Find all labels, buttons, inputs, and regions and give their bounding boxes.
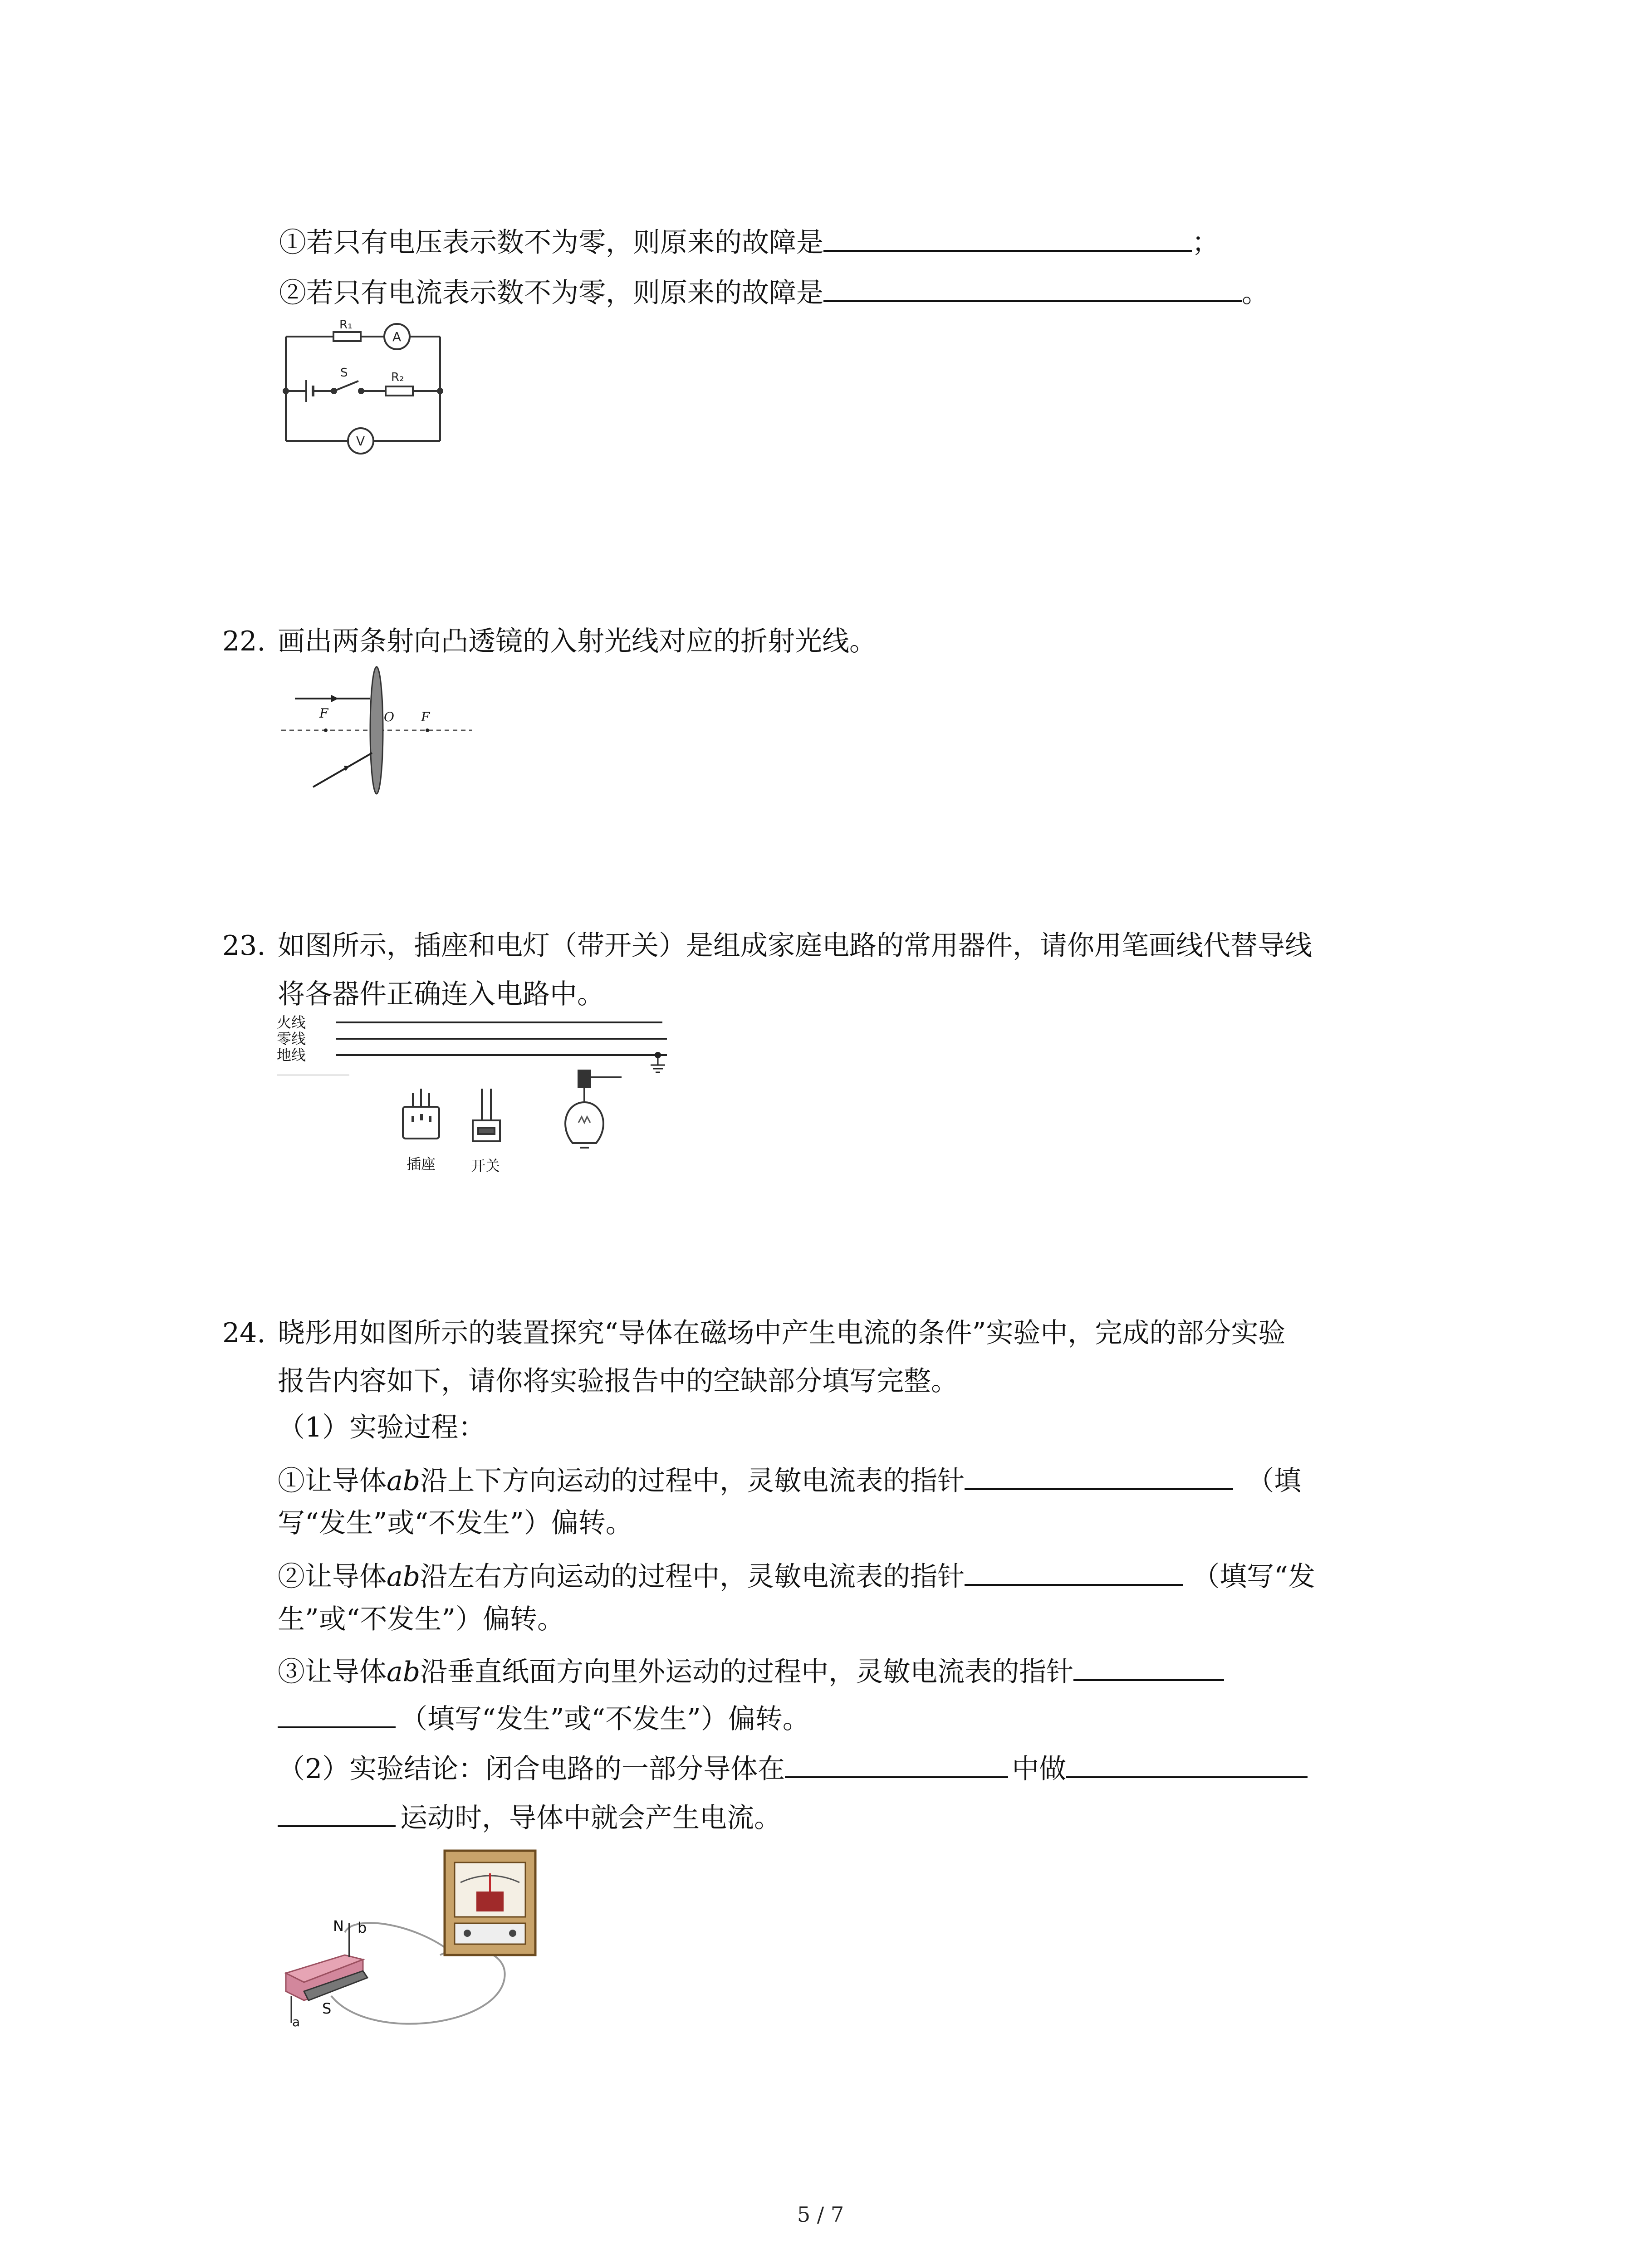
q24-step2-var: ab [387,1561,421,1593]
q22-lens-diagram [277,662,476,798]
q24-step1-line2: 写“发生”或“不发生”）偏转。 [278,1507,633,1539]
q21-circuit-diagram [272,313,454,458]
q24-part2-line1 [278,1747,1308,1787]
q24-step3-d: （填写“发生”或“不发生”）偏转。 [400,1703,810,1735]
q24-part2-blank-c[interactable] [278,1796,396,1827]
q21-item1-end: ； [1192,227,1219,259]
q22-text: 画出两条射向凸透镜的入射光线对应的折射光线。 [278,626,877,657]
q24-label-n: N [333,1917,344,1935]
q23-stem-line1 [222,928,1312,964]
q23-label-switch: 开关 [471,1157,500,1174]
q24-step1-blank[interactable] [965,1459,1233,1490]
q24-step3-blank-b[interactable] [278,1697,396,1728]
q22-number: 22. [222,626,266,657]
q23-label-live-wire: 火线 [277,1014,306,1031]
q24-step1-b: 沿上下方向运动的过程中，灵敏电流表的指针 [420,1465,965,1497]
q24-part2-blank-b[interactable] [1066,1747,1308,1778]
q24-step3-line2 [278,1697,810,1737]
q21-item1-text: ①若只有电压表示数不为零，则原来的故障是 [279,227,823,259]
q24-step2-c: （填写“发 [1192,1561,1315,1593]
q24-step3-line1 [278,1650,1224,1690]
q24-step3-a: ③让导体 [278,1656,387,1688]
q24-step2-b: 沿左右方向运动的过程中，灵敏电流表的指针 [420,1561,965,1593]
q22-label-f-right: F [421,709,430,724]
q23-stem-line2: 将各器件正确连入电路中。 [278,978,604,1010]
q22-stem [222,623,877,660]
q21-label-r2: R₂ [391,371,404,384]
q24-step1-var: ab [387,1465,421,1497]
q21-item1-blank[interactable] [823,221,1192,252]
q21-item2 [279,271,1269,311]
q22-label-f-left: F [319,706,328,721]
q24-part2-line2 [278,1796,781,1836]
q24-stem-line1 [222,1315,1285,1351]
q21-item2-end: 。 [1242,277,1269,309]
q24-apparatus-diagram [277,1846,544,2037]
q23-number: 23. [222,930,266,962]
q23-text-line1: 如图所示，插座和电灯（带开关）是组成家庭电路的常用器件，请你用笔画线代替导线 [278,930,1312,962]
q24-step2-line2: 生”或“不发生”）偏转。 [278,1603,565,1635]
q24-label-a: a [292,2014,300,2029]
q21-item2-text: ②若只有电流表示数不为零，则原来的故障是 [279,277,823,309]
q24-text-line1: 晓彤用如图所示的装置探究“导体在磁场中产生电流的条件”实验中，完成的部分实验 [278,1317,1286,1349]
q24-part2-blank-a[interactable] [785,1747,1008,1778]
q24-step3-blank-a[interactable] [1073,1650,1224,1681]
q24-part1-title: （1）实验过程： [278,1412,486,1443]
q24-part2-c: 运动时，导体中就会产生电流。 [400,1802,781,1834]
q24-step1-c: （填 [1247,1465,1302,1497]
q24-part2-b: 中做 [1012,1753,1067,1785]
q24-step2-a: ②让导体 [278,1561,387,1593]
q22-label-o: O [384,709,394,724]
q24-stem-line2: 报告内容如下，请你将实验报告中的空缺部分填写完整。 [278,1365,958,1397]
q21-label-switch: S [340,366,348,380]
q21-item2-blank[interactable] [823,271,1242,302]
q23-label-ground-wire: 地线 [277,1046,306,1064]
q21-label-ammeter: A [392,329,402,344]
page-number: 5 / 7 [797,2202,844,2227]
q24-step2-line1 [278,1555,1315,1595]
q24-step3-b: 沿垂直纸面方向里外运动的过程中，灵敏电流表的指针 [420,1656,1074,1688]
q23-label-socket: 插座 [407,1155,436,1173]
q24-label-s: S [322,2000,332,2017]
q21-label-r1: R₁ [339,318,353,332]
q24-label-b: b [358,1919,367,1936]
q24-number: 24. [222,1317,266,1349]
q24-step1-a: ①让导体 [278,1465,387,1497]
q21-label-voltmeter: V [356,434,365,449]
q24-part2-a: （2）实验结论：闭合电路的一部分导体在 [278,1753,785,1785]
q24-step1-line1 [278,1459,1301,1499]
q23-label-neutral-wire: 零线 [277,1030,306,1047]
q23-household-circuit-diagram [277,1012,676,1184]
q24-step3-var: ab [387,1656,421,1688]
q21-item1 [279,221,1219,261]
q24-step2-blank[interactable] [965,1555,1183,1586]
